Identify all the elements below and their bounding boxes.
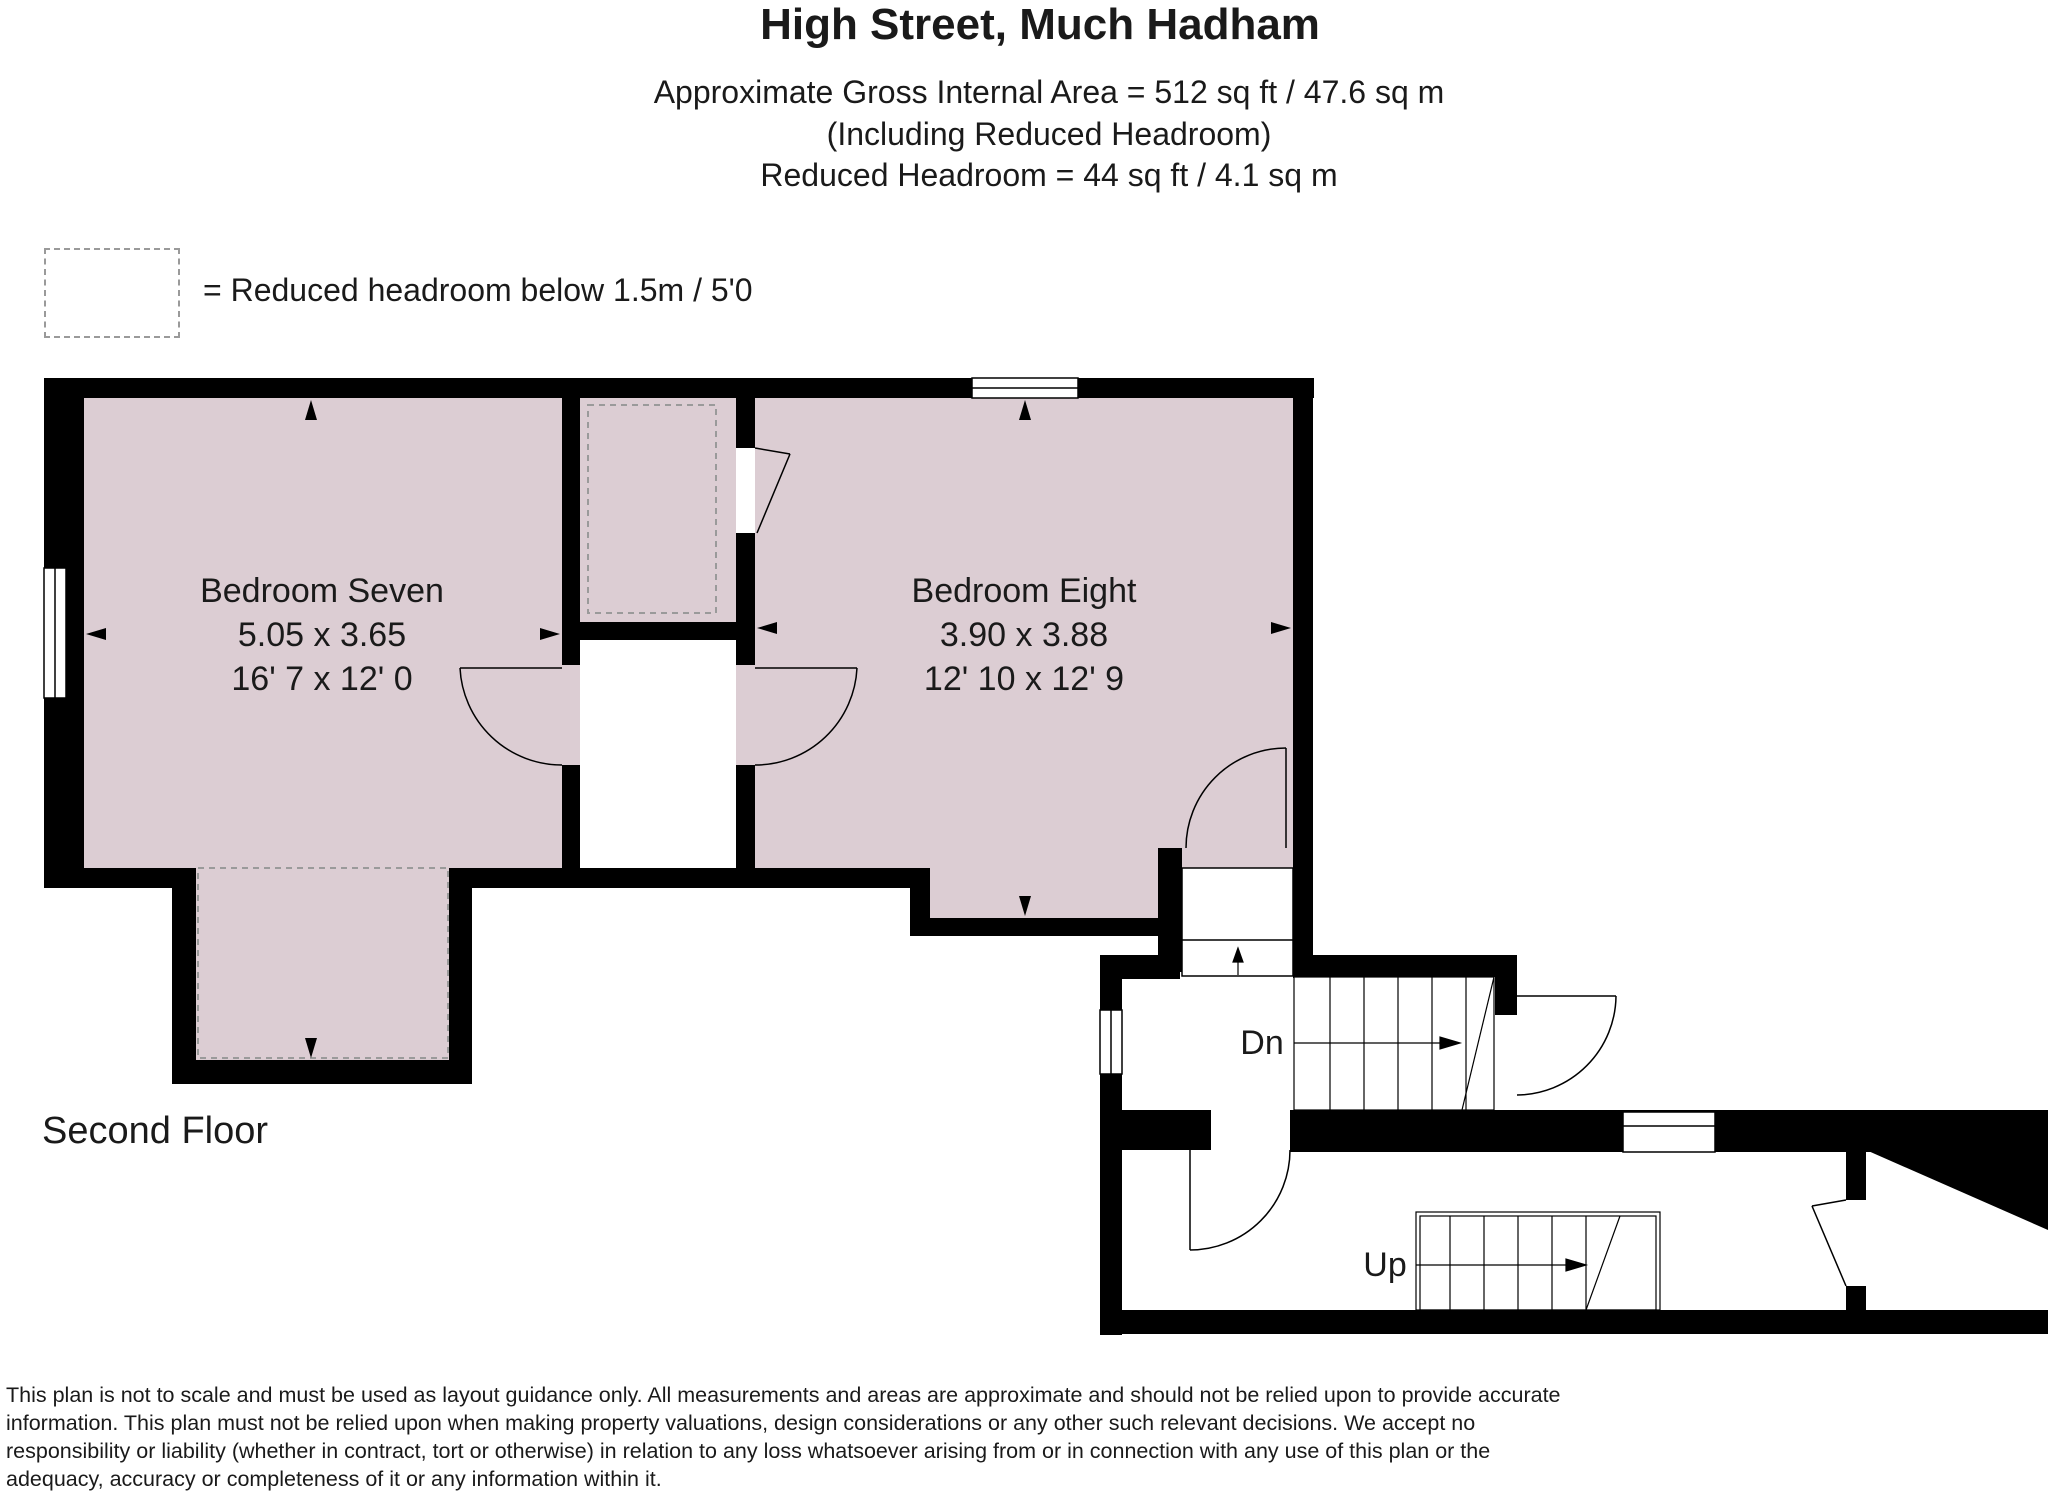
lower-left-block bbox=[1100, 1110, 1183, 1150]
right-wall-upper bbox=[1293, 378, 1313, 868]
stair-door-swing bbox=[1517, 996, 1616, 1095]
bedroom-eight-name: Bedroom Eight bbox=[911, 572, 1137, 610]
landing-left-wall-top bbox=[1158, 848, 1182, 972]
top-wall bbox=[44, 378, 1314, 398]
bedroom-eight-imperial: 12' 10 x 12' 9 bbox=[923, 660, 1125, 698]
partition-left-upper bbox=[562, 378, 580, 665]
floor-label: Second Floor bbox=[42, 1110, 269, 1152]
closet-slope-wall bbox=[1866, 1110, 2048, 1230]
lower-bottom-wall bbox=[1100, 1310, 2048, 1334]
closet-partition-bottom bbox=[1846, 1286, 1866, 1316]
closet-partition-top bbox=[1846, 1110, 1866, 1200]
reduced-headroom-area: Reduced Headroom = 44 sq ft / 4.1 sq m bbox=[760, 157, 1338, 193]
alcove-left-wall bbox=[172, 868, 196, 1084]
stairs-down-label: Dn bbox=[1240, 1024, 1284, 1062]
closet-door-leaf bbox=[1812, 1206, 1846, 1286]
alcove-bottom-wall bbox=[172, 1060, 472, 1084]
partition-right-top bbox=[736, 378, 755, 448]
partition-left-lower bbox=[562, 765, 580, 868]
stairs-up-label: Up bbox=[1363, 1246, 1407, 1284]
bedroom-eight-bay-fill bbox=[930, 866, 1158, 918]
lower-window bbox=[1623, 1112, 1715, 1152]
bedroom-eight-doorway-fill bbox=[736, 665, 755, 765]
bedroom-seven-imperial: 16' 7 x 12' 0 bbox=[231, 660, 413, 698]
bay-bottom-wall bbox=[910, 918, 1158, 936]
cupboard-fill bbox=[580, 398, 736, 625]
partition-right-lower bbox=[736, 765, 755, 868]
stair-right-wall bbox=[1495, 955, 1517, 1015]
lower-door-swing bbox=[1190, 1150, 1290, 1250]
plan-title: High Street, Much Hadham bbox=[760, 0, 1320, 49]
bedroom-eight-metric: 3.90 x 3.88 bbox=[939, 616, 1109, 654]
bedroom-seven-metric: 5.05 x 3.65 bbox=[237, 616, 407, 654]
cupboard-bottom-wall bbox=[580, 622, 755, 640]
reduced-headroom-legend-text: = Reduced headroom below 1.5m / 5'0 bbox=[203, 272, 753, 308]
bottom-wall-mid bbox=[449, 868, 929, 888]
gross-area-text: Approximate Gross Internal Area = 512 sq ft / 47.6 sq m bbox=[653, 74, 1445, 110]
stair-top-wall bbox=[1293, 955, 1517, 977]
bedroom-seven-alcove-fill bbox=[196, 866, 449, 1060]
alcove-right-wall bbox=[449, 868, 472, 1084]
disclaimer-text: This plan is not to scale and must be used as layout guidance only. All measurements and areas are approximate and should not be relied upon to provide accurate information. This plan must not be relied upon when making property valuations, design considerations or any other such relevant decisions. We accept no responsibility or liability (whether in contract, tort or otherwise) in relation to any loss whatsoever arising from or in connection with any use of this plan or the adequacy, accuracy or completeness of it or any information within it. bbox=[6, 1383, 1561, 1491]
headroom-note: (Including Reduced Headroom) bbox=[826, 116, 1272, 152]
partition-right-mid bbox=[736, 533, 755, 665]
bottom-wall-left bbox=[44, 868, 190, 888]
lower-door-jamb bbox=[1183, 1110, 1211, 1150]
stairs-down bbox=[1294, 977, 1494, 1110]
bedroom-seven-name: Bedroom Seven bbox=[200, 572, 444, 610]
bedroom-seven-doorway-fill bbox=[562, 665, 580, 765]
